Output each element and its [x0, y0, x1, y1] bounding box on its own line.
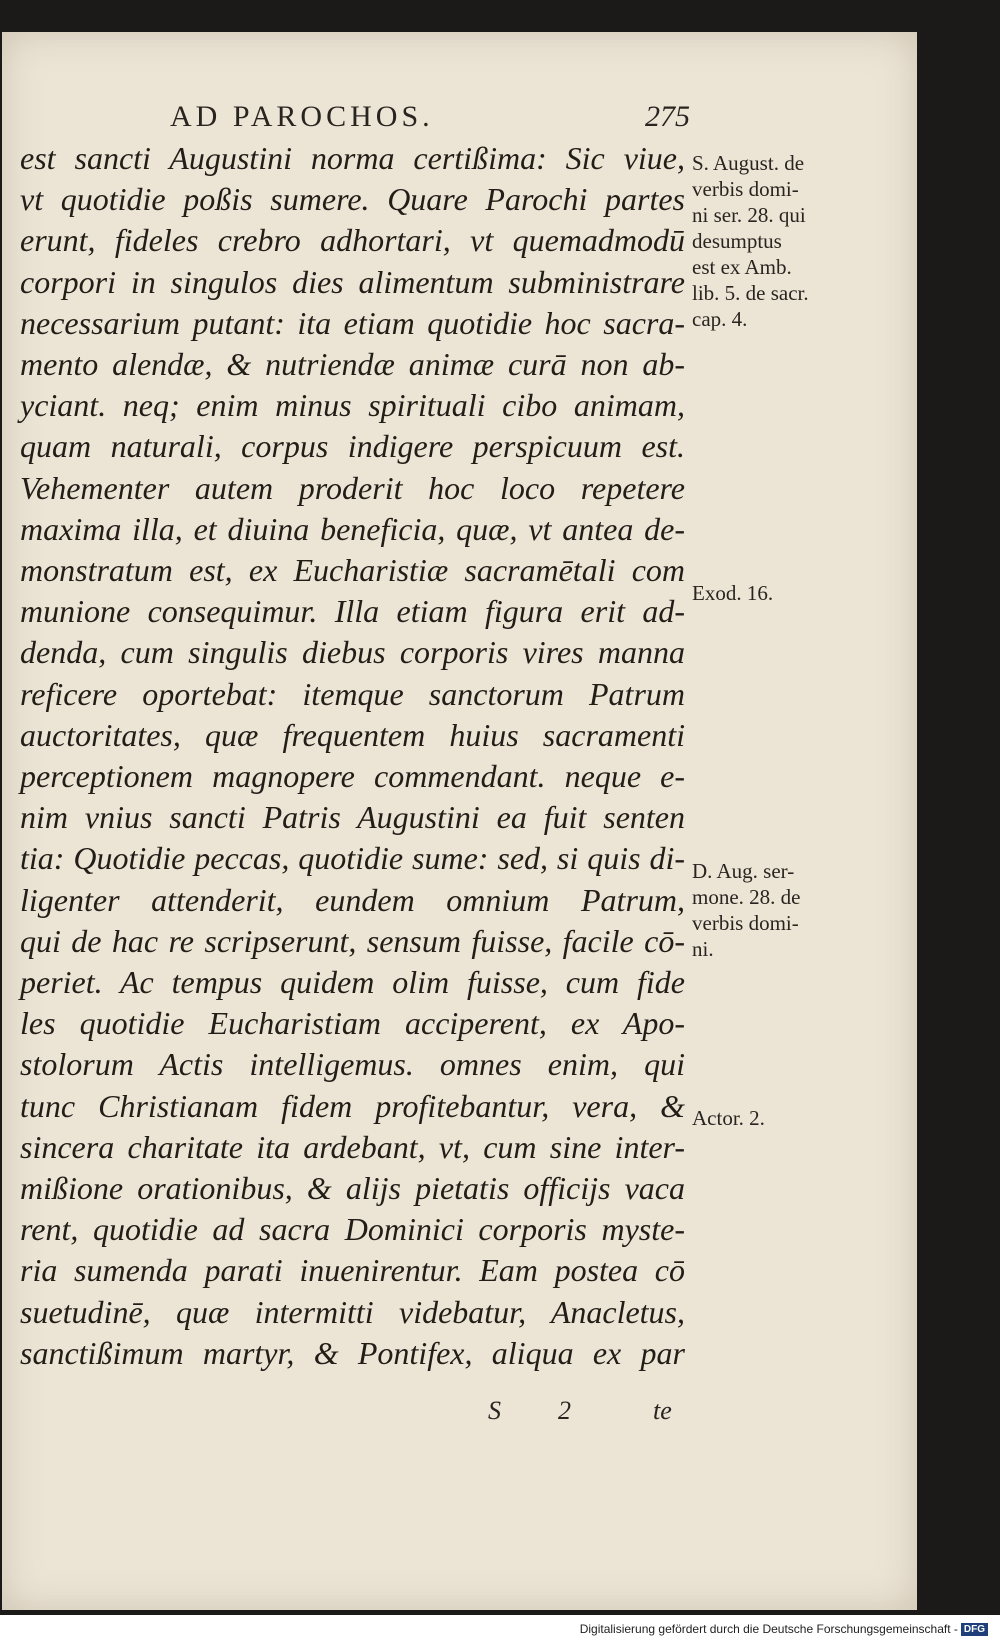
text-line: yciant. neq; enim minus spirituali cibo animam,: [20, 387, 685, 424]
margin-note-line: Actor. 2.: [692, 1106, 765, 1130]
text-line: periet. Ac tempus quidem olim fuisse, cum fide: [20, 964, 685, 1001]
text-line: mißione orationibus, & alijs pietatis officijs vaca: [20, 1170, 685, 1207]
text-line: les quotidie Eucharistiam acciperent, ex Apo-: [20, 1005, 685, 1042]
catchword: te: [653, 1396, 672, 1425]
margin-note-exodus: [692, 580, 842, 606]
margin-note-line: S. August. de: [692, 151, 805, 175]
text-line: monstratum est, ex Eucharistiæ sacramētali com: [20, 552, 685, 589]
margin-note-augustine-sermon: [692, 858, 842, 962]
page-number: 275: [645, 100, 690, 133]
text-line: necessarium putant: ita etiam quotidie hoc sacra-: [20, 304, 685, 341]
text-line: tunc Christianam fidem profitebantur, vera, &: [20, 1087, 685, 1124]
text-line: vt quotidie poßis sumere. Quare Parochi partes: [20, 181, 685, 218]
text-line: corpori in singulos dies alimentum subministrare: [20, 263, 685, 300]
margin-note-line: D. Aug. ser-: [692, 859, 795, 883]
digitization-footer: [580, 1622, 988, 1642]
text-line: Vehementer autem proderit hoc loco repetere: [20, 469, 685, 506]
margin-note-line: verbis domi-: [692, 911, 799, 935]
margin-note-line: est ex Amb.: [692, 255, 792, 279]
signature-number: 2: [558, 1396, 571, 1425]
text-line: est sancti Augustini norma certißima: Sic viue,: [20, 140, 685, 176]
text-line: tia: Quotidie peccas, quotidie sume: sed, si quis di-: [20, 840, 685, 877]
text-line: ria sumenda parati inuenirentur. Eam postea cō: [20, 1252, 685, 1289]
text-line: sanctißimum martyr, & Pontifex, aliqua ex par: [20, 1334, 685, 1371]
text-line: qui de hac re scripserunt, sensum fuisse, facile cō-: [20, 922, 685, 959]
text-line: sincera charitate ita ardebant, vt, cum sine inter-: [20, 1128, 685, 1165]
text-line: erunt, fideles crebro adhortari, vt quemadmodū: [20, 222, 685, 259]
margin-note-line: desumptus: [692, 229, 782, 253]
margin-note-acts: [692, 1105, 842, 1131]
margin-note-line: ni.: [692, 937, 714, 961]
text-line: mento alendæ, & nutriendæ animæ curā non ab-: [20, 346, 685, 383]
margin-note-line: mone. 28. de: [692, 885, 801, 909]
text-line: denda, cum singulis diebus corporis vires manna: [20, 634, 685, 671]
margin-note-line: ni ser. 28. qui: [692, 203, 806, 227]
margin-note-line: lib. 5. de sacr.: [692, 281, 809, 305]
margin-note-line: Exod. 16.: [692, 581, 774, 605]
body-text: [20, 138, 685, 1374]
text-line: rent, quotidie ad sacra Dominici corporis myste-: [20, 1211, 685, 1248]
text-line: auctoritates, quæ frequentem huius sacramenti: [20, 716, 685, 753]
text-line: stolorum Actis intelligemus. omnes enim, qui: [20, 1046, 685, 1083]
footer-text: Digitalisierung gefördert durch die Deutsche Forschungsgemeinschaft -: [579, 1622, 958, 1636]
text-line: suetudinē, quæ intermitti videbatur, Anacletus,: [20, 1293, 685, 1330]
running-head-title: AD PAROCHOS.: [170, 100, 434, 133]
text-line: quam naturali, corpus indigere perspicuum est.: [20, 428, 685, 465]
text-line: reficere oportebat: itemque sanctorum Patrum: [20, 675, 685, 712]
margin-note-line: verbis domi-: [692, 177, 799, 201]
text-line: maxima illa, et diuina beneficia, quæ, vt antea de-: [20, 510, 685, 547]
signature-mark: S: [488, 1396, 501, 1425]
margin-note-augustine-ambrose: [692, 150, 842, 332]
text-line: perceptionem magnopere commendant. neque e-: [20, 758, 685, 795]
text-line: nim vnius sancti Patris Augustini ea fuit senten: [20, 799, 685, 836]
text-line: ligenter attenderit, eundem omnium Patrum,: [20, 881, 685, 918]
running-head: [170, 100, 690, 140]
dfg-logo-icon: DFG: [961, 1623, 988, 1636]
signature-line: [488, 1396, 688, 1432]
margin-note-line: cap. 4.: [692, 307, 748, 331]
text-line: munione consequimur. Illa etiam figura erit ad-: [20, 593, 685, 630]
